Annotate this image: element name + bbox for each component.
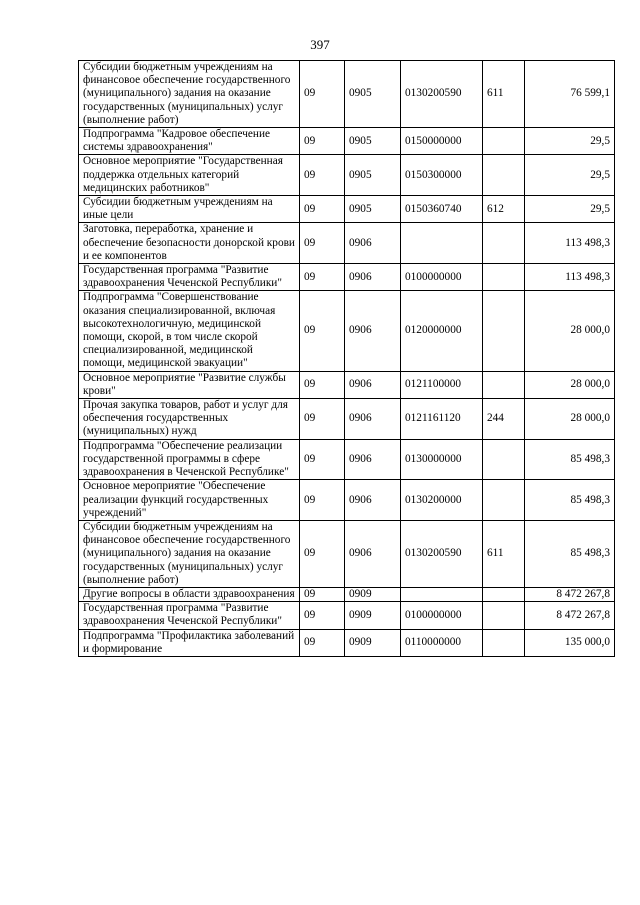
section-code-cell: 09 xyxy=(300,587,345,601)
expense-type-cell xyxy=(483,264,525,291)
subsection-code-cell: 0906 xyxy=(345,291,401,371)
amount-cell: 29,5 xyxy=(525,155,615,196)
subsection-code-cell: 0909 xyxy=(345,629,401,656)
subsection-code-cell: 0906 xyxy=(345,480,401,521)
table-row xyxy=(79,61,615,128)
item-name-cell: Государственная программа "Развитие здравоохранения Чеченской Республики" xyxy=(79,602,300,629)
item-name-cell: Основное мероприятие "Обеспечение реализации функций государственных учреждений" xyxy=(79,480,300,521)
target-article-cell: 0130000000 xyxy=(401,439,483,480)
subsection-code-cell: 0906 xyxy=(345,399,401,440)
item-name-cell: Основное мероприятие "Государственная поддержка отдельных категорий медицинских работников" xyxy=(79,155,300,196)
item-name-cell: Основное мероприятие "Развитие службы крови" xyxy=(79,371,300,398)
table-row xyxy=(79,223,615,264)
subsection-code-cell: 0909 xyxy=(345,602,401,629)
section-code-cell: 09 xyxy=(300,399,345,440)
section-code-cell: 09 xyxy=(300,480,345,521)
expense-type-cell xyxy=(483,439,525,480)
table-row xyxy=(79,439,615,480)
section-code-cell: 09 xyxy=(300,291,345,371)
section-code-cell: 09 xyxy=(300,371,345,398)
expense-type-cell xyxy=(483,371,525,398)
subsection-code-cell: 0906 xyxy=(345,439,401,480)
target-article-cell: 0100000000 xyxy=(401,602,483,629)
amount-cell: 135 000,0 xyxy=(525,629,615,656)
amount-cell: 85 498,3 xyxy=(525,439,615,480)
table-row xyxy=(79,128,615,155)
expense-type-cell xyxy=(483,587,525,601)
amount-cell: 76 599,1 xyxy=(525,61,615,128)
expense-type-cell xyxy=(483,291,525,371)
target-article-cell: 0130200590 xyxy=(401,520,483,587)
table-row xyxy=(79,629,615,656)
amount-cell: 8 472 267,8 xyxy=(525,587,615,601)
subsection-code-cell: 0906 xyxy=(345,520,401,587)
table-row xyxy=(79,155,615,196)
amount-cell: 113 498,3 xyxy=(525,264,615,291)
item-name-cell: Подпрограмма "Профилактика заболеваний и формирование xyxy=(79,629,300,656)
expense-type-cell: 611 xyxy=(483,61,525,128)
section-code-cell: 09 xyxy=(300,155,345,196)
target-article-cell xyxy=(401,587,483,601)
subsection-code-cell: 0905 xyxy=(345,196,401,223)
item-name-cell: Государственная программа "Развитие здравоохранения Чеченской Республики" xyxy=(79,264,300,291)
item-name-cell: Субсидии бюджетным учреждениям на иные цели xyxy=(79,196,300,223)
budget-table-body xyxy=(79,61,615,657)
table-row xyxy=(79,399,615,440)
target-article-cell: 0150360740 xyxy=(401,196,483,223)
subsection-code-cell: 0905 xyxy=(345,61,401,128)
item-name-cell: Подпрограмма "Кадровое обеспечение системы здравоохранения" xyxy=(79,128,300,155)
expense-type-cell xyxy=(483,128,525,155)
amount-cell: 85 498,3 xyxy=(525,520,615,587)
expense-type-cell xyxy=(483,602,525,629)
target-article-cell: 0150300000 xyxy=(401,155,483,196)
expense-type-cell: 244 xyxy=(483,399,525,440)
target-article-cell: 0110000000 xyxy=(401,629,483,656)
item-name-cell: Субсидии бюджетным учреждениям на финансовое обеспечение государственного (муниципального) задания на оказание государственных (муниципальных) услуг (выполнение работ) xyxy=(79,61,300,128)
item-name-cell: Заготовка, переработка, хранение и обеспечение безопасности донорской крови и ее компонентов xyxy=(79,223,300,264)
amount-cell: 29,5 xyxy=(525,128,615,155)
target-article-cell: 0150000000 xyxy=(401,128,483,155)
table-row xyxy=(79,371,615,398)
target-article-cell xyxy=(401,223,483,264)
amount-cell: 85 498,3 xyxy=(525,480,615,521)
expense-type-cell xyxy=(483,629,525,656)
target-article-cell: 0121100000 xyxy=(401,371,483,398)
table-row xyxy=(79,587,615,601)
amount-cell: 28 000,0 xyxy=(525,371,615,398)
table-row xyxy=(79,291,615,371)
expense-type-cell xyxy=(483,155,525,196)
table-row xyxy=(79,264,615,291)
table-row xyxy=(79,602,615,629)
table-row xyxy=(79,520,615,587)
target-article-cell: 0130200000 xyxy=(401,480,483,521)
item-name-cell: Подпрограмма "Совершенствование оказания специализированной, включая высокотехнологичную, медицинской помощи, скорой, в том числе скорой специализированной, медицинской помощи, медицинской эвакуации" xyxy=(79,291,300,371)
subsection-code-cell: 0909 xyxy=(345,587,401,601)
target-article-cell: 0100000000 xyxy=(401,264,483,291)
amount-cell: 28 000,0 xyxy=(525,291,615,371)
expense-type-cell: 612 xyxy=(483,196,525,223)
target-article-cell: 0121161120 xyxy=(401,399,483,440)
table-row xyxy=(79,480,615,521)
budget-table xyxy=(78,60,615,657)
section-code-cell: 09 xyxy=(300,602,345,629)
table-row xyxy=(79,196,615,223)
section-code-cell: 09 xyxy=(300,439,345,480)
item-name-cell: Подпрограмма "Обеспечение реализации государственной программы в сфере здравоохранения в Чеченской Республике" xyxy=(79,439,300,480)
item-name-cell: Субсидии бюджетным учреждениям на финансовое обеспечение государственного (муниципального) задания на оказание государственных (муниципальных) услуг (выполнение работ) xyxy=(79,520,300,587)
amount-cell: 28 000,0 xyxy=(525,399,615,440)
subsection-code-cell: 0906 xyxy=(345,223,401,264)
amount-cell: 113 498,3 xyxy=(525,223,615,264)
page-number: 397 xyxy=(310,37,330,52)
target-article-cell: 0120000000 xyxy=(401,291,483,371)
amount-cell: 8 472 267,8 xyxy=(525,602,615,629)
section-code-cell: 09 xyxy=(300,61,345,128)
section-code-cell: 09 xyxy=(300,128,345,155)
target-article-cell: 0130200590 xyxy=(401,61,483,128)
expense-type-cell xyxy=(483,480,525,521)
section-code-cell: 09 xyxy=(300,264,345,291)
subsection-code-cell: 0906 xyxy=(345,371,401,398)
expense-type-cell xyxy=(483,223,525,264)
section-code-cell: 09 xyxy=(300,520,345,587)
amount-cell: 29,5 xyxy=(525,196,615,223)
subsection-code-cell: 0905 xyxy=(345,155,401,196)
subsection-code-cell: 0906 xyxy=(345,264,401,291)
section-code-cell: 09 xyxy=(300,223,345,264)
section-code-cell: 09 xyxy=(300,196,345,223)
item-name-cell: Другие вопросы в области здравоохранения xyxy=(79,587,300,601)
expense-type-cell: 611 xyxy=(483,520,525,587)
subsection-code-cell: 0905 xyxy=(345,128,401,155)
section-code-cell: 09 xyxy=(300,629,345,656)
item-name-cell: Прочая закупка товаров, работ и услуг для обеспечения государственных (муниципальных) нужд xyxy=(79,399,300,440)
